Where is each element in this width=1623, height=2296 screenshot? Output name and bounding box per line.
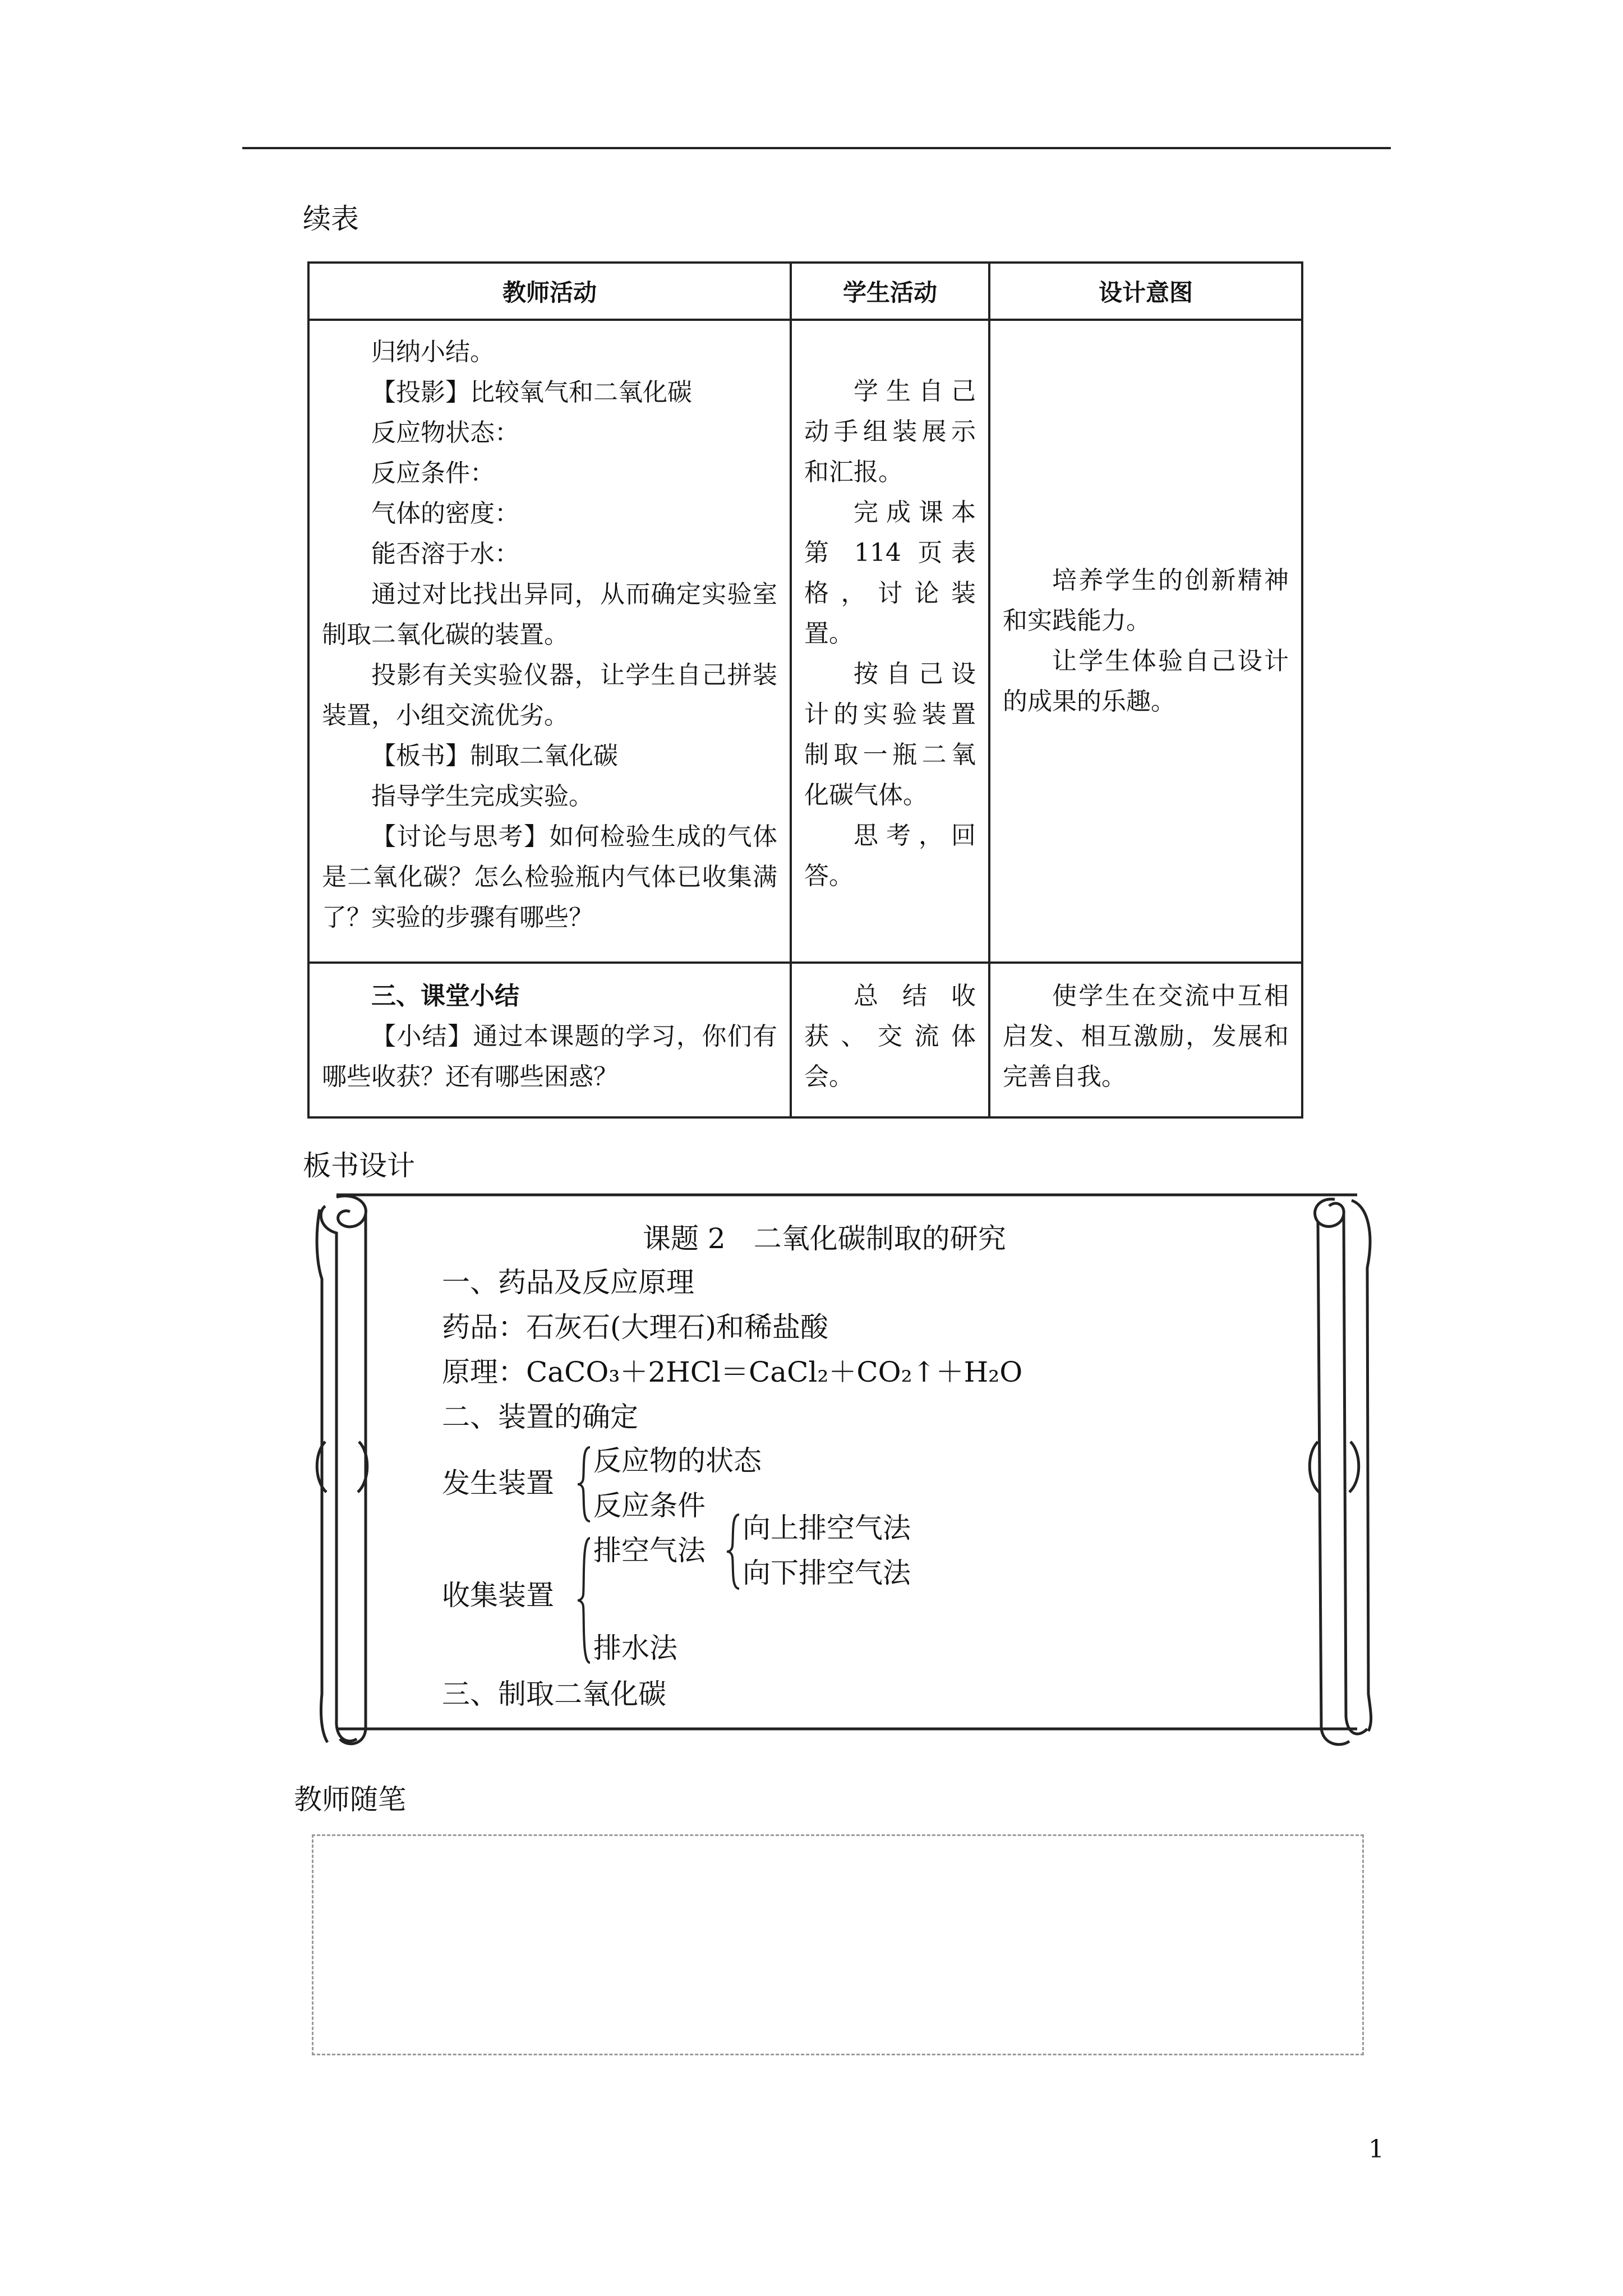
board-section1: 一、药品及反应原理 <box>442 1266 694 1299</box>
intent-line: 让学生体验自己设计的成果的乐趣。 <box>1003 647 1289 716</box>
student-line: 按自己设计的实验装置制取一瓶二氧化碳气体。 <box>804 660 976 809</box>
col-air-label: 排空气法 <box>593 1534 706 1567</box>
brace-icon <box>577 1536 593 1665</box>
top-rule <box>242 147 1391 149</box>
teacher-line: 投影有关实验仪器，让学生自己拼装装置，小组交流优劣。 <box>322 661 777 730</box>
teacher-line: 反应物状态： <box>371 418 519 447</box>
board-section3: 三、制取二氧化碳 <box>442 1678 666 1710</box>
table-row <box>308 963 1302 1117</box>
principle-label: 原理： <box>442 1356 526 1388</box>
teacher-line: 【投影】比较氧气和二氧化碳 <box>371 378 692 407</box>
brace-icon <box>577 1445 593 1524</box>
teacher-line: 【讨论与思考】如何检验生成的气体是二氧化碳？怎么检验瓶内气体已收集满了？实验的步骤有哪些？ <box>322 822 777 932</box>
continued-label: 续表 <box>303 203 359 235</box>
table-row <box>308 320 1302 963</box>
gen-item: 反应物的状态 <box>593 1444 762 1477</box>
summary-title: 三、课堂小结 <box>371 982 519 1010</box>
board-drugs: 药品：石灰石(大理石)和稀盐酸 <box>442 1311 829 1343</box>
board-section2: 二、装置的确定 <box>442 1401 638 1433</box>
page-number: 1 <box>1368 2135 1384 2164</box>
intent-summary: 使学生在交流中互相启发、相互激励，发展和完善自我。 <box>1003 982 1289 1091</box>
student-summary: 总结收获、交流体会。 <box>804 982 976 1091</box>
col-device-label: 收集装置 <box>442 1579 554 1612</box>
notes-label: 教师随笔 <box>294 1783 406 1816</box>
intent-summary-cell <box>989 963 1302 1117</box>
student-line: 学生自己动手组装展示和汇报。 <box>804 377 976 486</box>
principle-equation: CaCO₃＋2HCl＝CaCl₂＋CO₂↑＋H₂O <box>526 1356 1023 1388</box>
teacher-line: 能否溶于水： <box>371 540 519 568</box>
brace-icon <box>726 1512 743 1591</box>
gen-item: 反应条件 <box>593 1489 706 1522</box>
teacher-line: 【板书】制取二氧化碳 <box>371 742 618 770</box>
student-summary-cell <box>791 963 989 1117</box>
header-student: 学生活动 <box>791 263 989 320</box>
student-activity-cell <box>791 320 989 963</box>
teacher-line: 反应条件： <box>371 459 495 487</box>
board-principle <box>442 1355 1022 1389</box>
board-title: 课题 2 二氧化碳制取的研究 <box>643 1222 1006 1255</box>
board-label: 板书设计 <box>303 1149 415 1182</box>
student-line: 完成课本第 114 页表格，讨论装置。 <box>804 498 976 648</box>
summary-text: 【小结】通过本课题的学习，你们有哪些收获？还有哪些困惑？ <box>322 1022 777 1091</box>
teacher-activity-cell <box>308 320 791 963</box>
student-line: 思考，回答。 <box>804 821 976 890</box>
teacher-line: 指导学生完成实验。 <box>371 782 593 811</box>
teacher-line: 气体的密度： <box>371 499 519 528</box>
teacher-line: 归纳小结。 <box>371 338 495 366</box>
col-water-label: 排水法 <box>593 1632 677 1664</box>
gen-device-label: 发生装置 <box>442 1467 554 1499</box>
teacher-notes-area[interactable] <box>312 1834 1364 2055</box>
teacher-line: 通过对比找出异同，从而确定实验室制取二氧化碳的装置。 <box>322 580 777 649</box>
table-header-row <box>308 263 1302 320</box>
col-air-item: 向上排空气法 <box>743 1512 911 1544</box>
design-intent-cell <box>989 320 1302 963</box>
blackboard-scroll <box>314 1189 1380 1761</box>
teacher-summary-cell <box>308 963 791 1117</box>
intent-line: 培养学生的创新精神和实践能力。 <box>1003 566 1289 635</box>
header-teacher: 教师活动 <box>308 263 791 320</box>
lesson-table <box>307 261 1303 1119</box>
col-air-item: 向下排空气法 <box>743 1557 911 1589</box>
header-intent: 设计意图 <box>989 263 1302 320</box>
